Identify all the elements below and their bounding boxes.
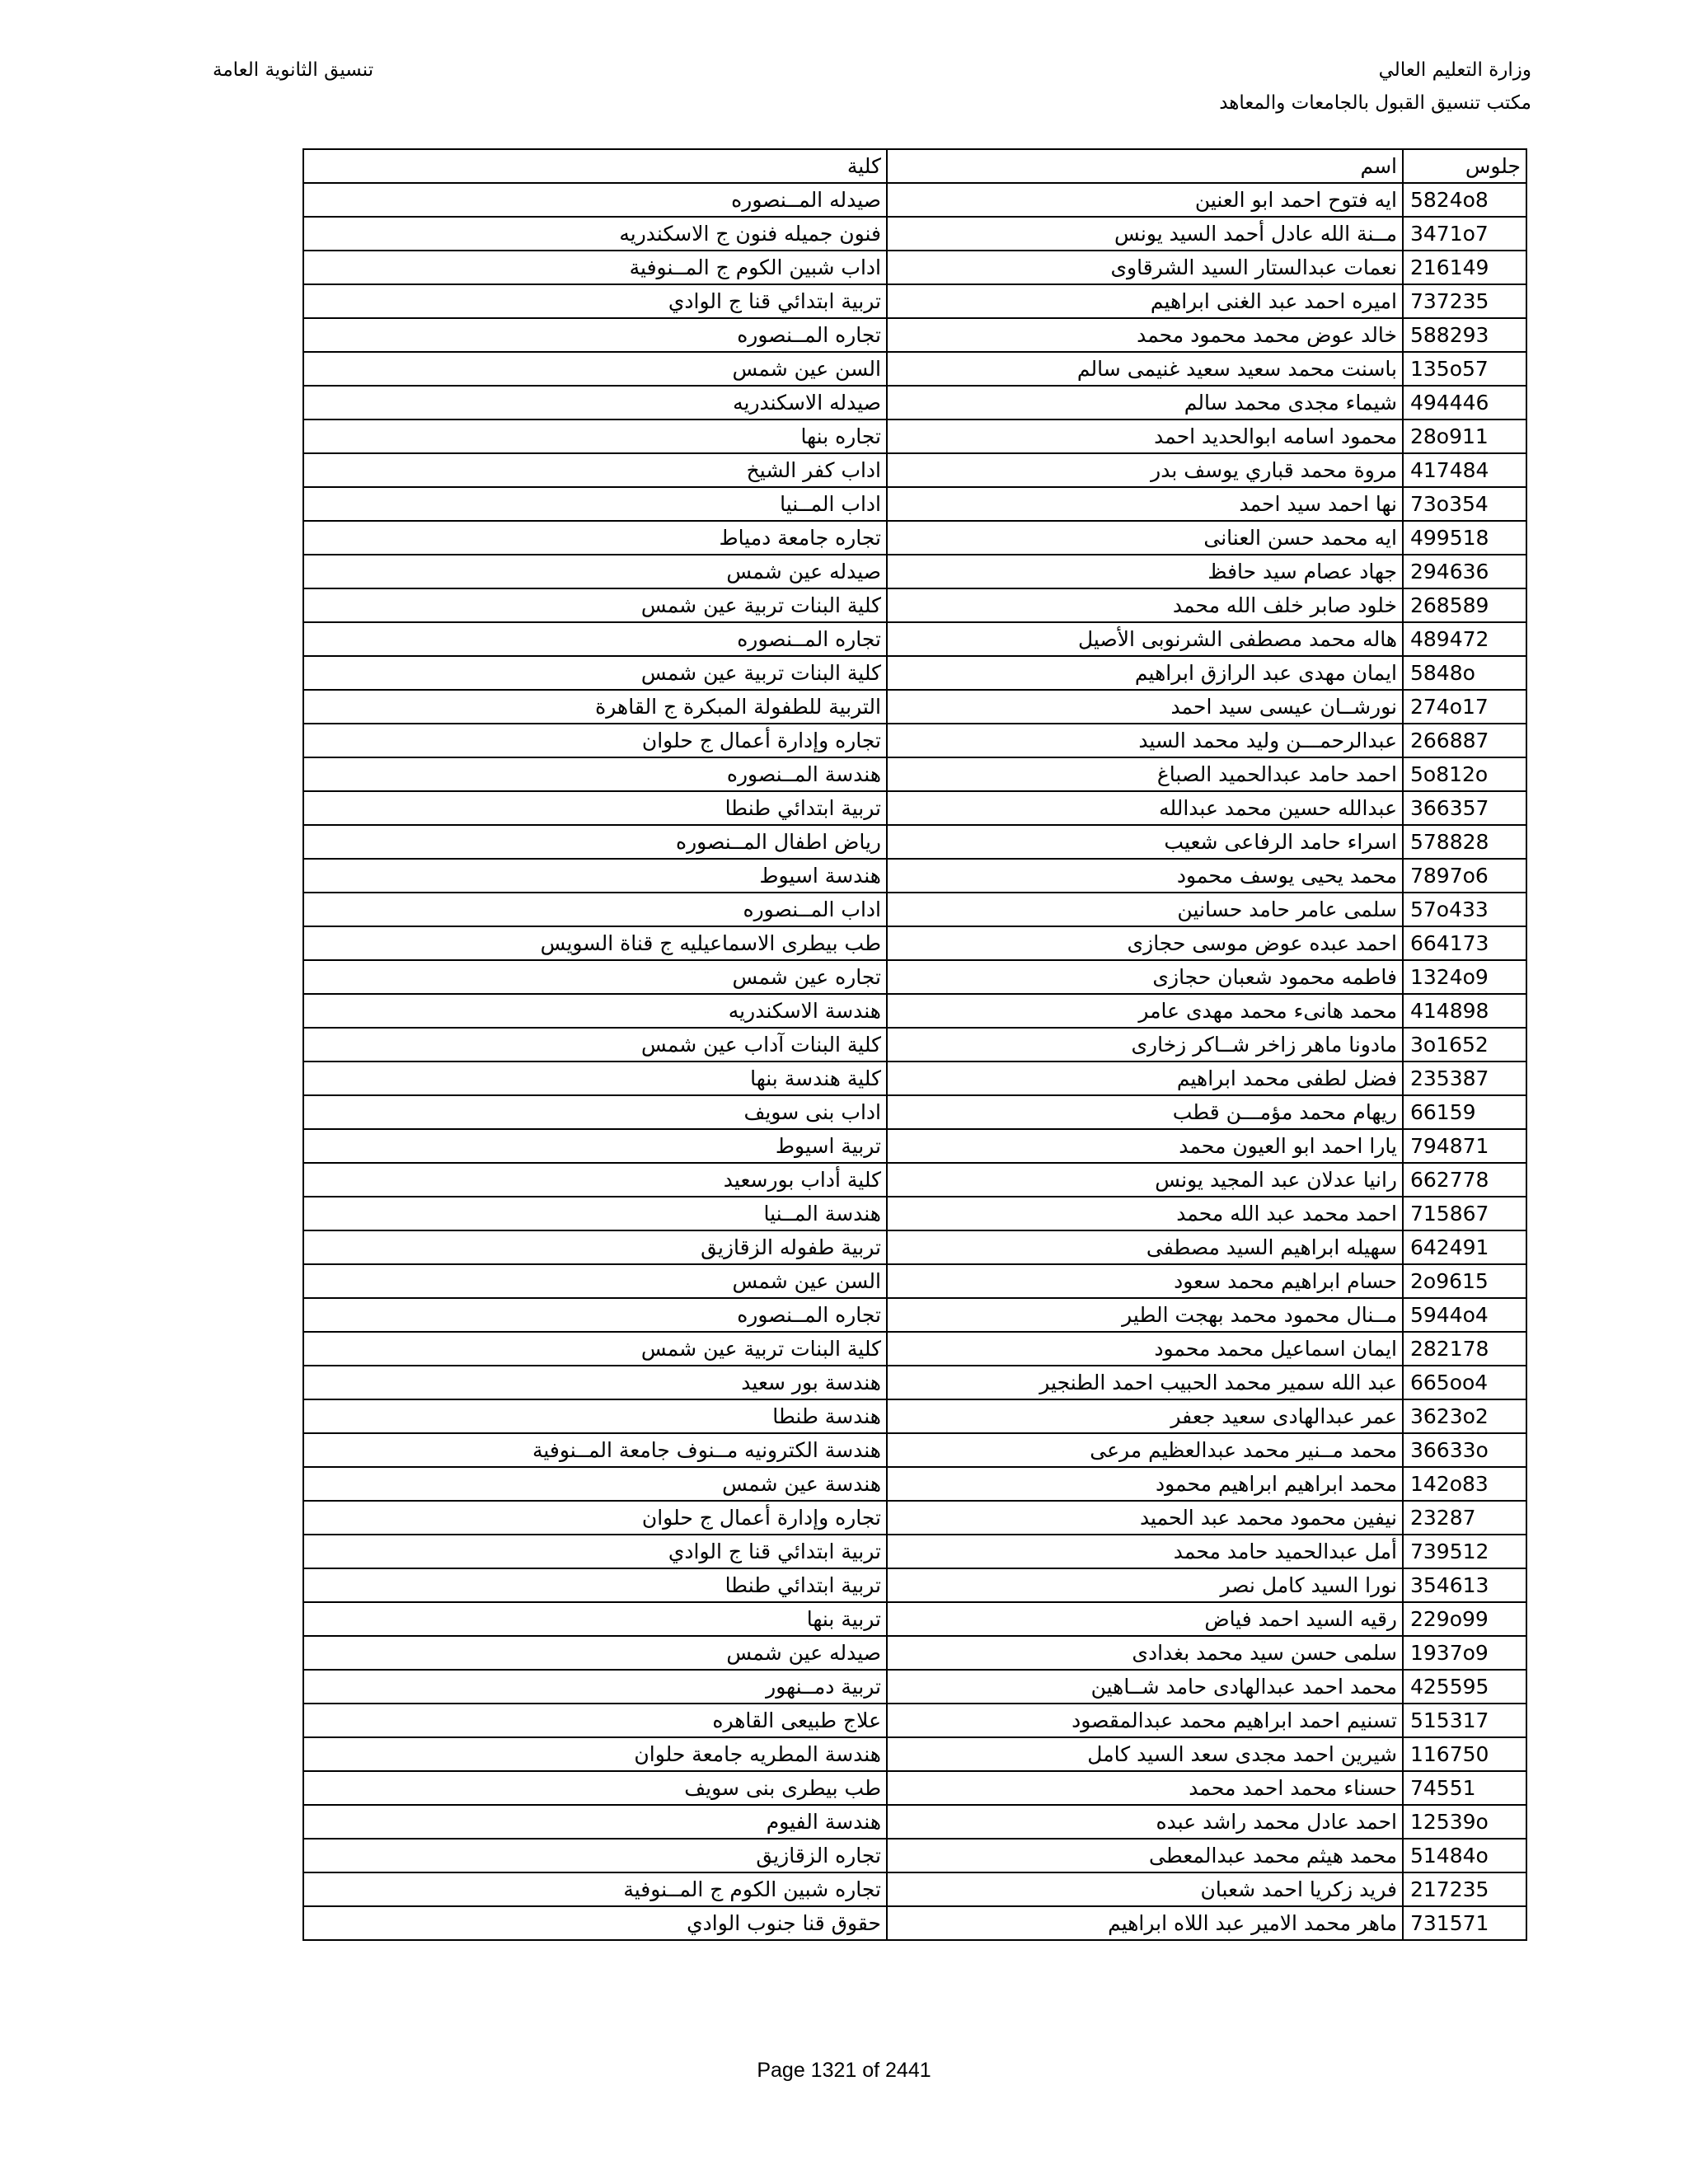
table-row	[303, 487, 1526, 521]
faculty-cell: طب بيطرى بنى سويف	[303, 1771, 887, 1805]
faculty-cell: تجاره وإدارة أعمال ج حلوان	[303, 1501, 887, 1535]
faculty-cell: اداب بنى سويف	[303, 1095, 887, 1129]
name-cell: عبدالرحمـــن وليد محمد السيد	[887, 724, 1403, 757]
table-row	[303, 419, 1526, 453]
seat-cell: 36633o	[1403, 1433, 1526, 1467]
name-cell: نورا السيد كامل نصر	[887, 1568, 1403, 1602]
seat-cell: 5944o4	[1403, 1298, 1526, 1332]
seat-cell: 216149	[1403, 251, 1526, 284]
seat-cell: 737235	[1403, 284, 1526, 318]
coordination-title: تنسيق الثانوية العامة	[213, 59, 374, 81]
faculty-cell: التربية للطفولة المبكرة ج القاهرة	[303, 690, 887, 724]
table-row	[303, 1062, 1526, 1095]
faculty-cell: رياض اطفال المــنصوره	[303, 825, 887, 859]
faculty-cell: كلية أداب بورسعيد	[303, 1163, 887, 1197]
seat-cell: 665oo4	[1403, 1366, 1526, 1399]
name-cell: يارا احمد ابو العيون محمد	[887, 1129, 1403, 1163]
name-cell: هاله محمد مصطفى الشرنوبى الأصيل	[887, 622, 1403, 656]
seat-cell: 499518	[1403, 521, 1526, 555]
faculty-cell: حقوق قنا جنوب الوادي	[303, 1906, 887, 1940]
faculty-cell: تربية ابتدائي طنطا	[303, 1568, 887, 1602]
table-row	[303, 352, 1526, 386]
name-cell: مــنال محمود محمد بهجت الطير	[887, 1298, 1403, 1332]
name-cell: محمد هانىء محمد مهدى عامر	[887, 994, 1403, 1028]
seat-cell: 794871	[1403, 1129, 1526, 1163]
faculty-cell: تربية ابتدائي طنطا	[303, 791, 887, 825]
seat-cell: 354613	[1403, 1568, 1526, 1602]
faculty-cell: تجاره شبين الكوم ج المــنوفية	[303, 1872, 887, 1906]
table-header-row	[303, 149, 1526, 183]
seat-cell: 12539o	[1403, 1805, 1526, 1839]
table-row	[303, 1129, 1526, 1163]
faculty-cell: صيدله عين شمس	[303, 1636, 887, 1670]
seat-cell: 417484	[1403, 453, 1526, 487]
ministry-title: وزارة التعليم العالي	[1378, 59, 1531, 81]
seat-cell: 642491	[1403, 1230, 1526, 1264]
seat-cell: 28o911	[1403, 419, 1526, 453]
table-row	[303, 1602, 1526, 1636]
name-cell: احمد عبده عوض موسى حجازى	[887, 926, 1403, 960]
name-cell: مروة محمد قباري يوسف بدر	[887, 453, 1403, 487]
faculty-cell: هندسة الكترونيه مــنوف جامعة المــنوفية	[303, 1433, 887, 1467]
seat-cell: 5o812o	[1403, 757, 1526, 791]
name-cell: احمد محمد عبد الله محمد	[887, 1197, 1403, 1230]
name-cell: حسناء محمد احمد محمد	[887, 1771, 1403, 1805]
table-row	[303, 1399, 1526, 1433]
name-cell: رقيه السيد احمد فياض	[887, 1602, 1403, 1636]
table-row	[303, 1737, 1526, 1771]
faculty-cell: تربية اسيوط	[303, 1129, 887, 1163]
faculty-cell: تربية ابتدائي قنا ج الوادي	[303, 1535, 887, 1568]
seat-cell: 5848o	[1403, 656, 1526, 690]
seat-cell: 7897o6	[1403, 859, 1526, 893]
faculty-cell: صيدله المــنصوره	[303, 183, 887, 217]
table-row	[303, 1197, 1526, 1230]
name-cell: تسنيم احمد ابراهيم محمد عبدالمقصود	[887, 1704, 1403, 1737]
name-cell: فاطمه محمود شعبان حجازى	[887, 960, 1403, 994]
table-row	[303, 1670, 1526, 1704]
name-cell: سلمى عامر حامد حسانين	[887, 893, 1403, 926]
seat-cell: 662778	[1403, 1163, 1526, 1197]
faculty-cell: صيدله عين شمس	[303, 555, 887, 588]
table-row	[303, 453, 1526, 487]
seat-cell: 116750	[1403, 1737, 1526, 1771]
seat-cell: 66159	[1403, 1095, 1526, 1129]
name-cell: سهيله ابراهيم السيد مصطفى	[887, 1230, 1403, 1264]
name-cell: فضل لطفى محمد ابراهيم	[887, 1062, 1403, 1095]
name-cell: محمد احمد عبدالهادى حامد شــاهين	[887, 1670, 1403, 1704]
name-cell: عبد الله سمير محمد الحبيب احمد الطنجير	[887, 1366, 1403, 1399]
name-cell: نها احمد سيد احمد	[887, 487, 1403, 521]
table-row	[303, 1230, 1526, 1264]
faculty-cell: طب بيطرى الاسماعيليه ج قناة السويس	[303, 926, 887, 960]
faculty-cell: هندسة عين شمس	[303, 1467, 887, 1501]
seat-cell: 425595	[1403, 1670, 1526, 1704]
seat-cell: 739512	[1403, 1535, 1526, 1568]
name-cell: حسام ابراهيم محمد سعود	[887, 1264, 1403, 1298]
table-row	[303, 1298, 1526, 1332]
seat-cell: 715867	[1403, 1197, 1526, 1230]
faculty-cell: تجاره المــنصوره	[303, 622, 887, 656]
table-row	[303, 724, 1526, 757]
name-cell: محمد يحيى يوسف محمود	[887, 859, 1403, 893]
seat-cell: 515317	[1403, 1704, 1526, 1737]
table-row	[303, 318, 1526, 352]
faculty-cell: تربية طفوله الزقازيق	[303, 1230, 887, 1264]
name-cell: محمد مــنير محمد عبدالعظيم مرعى	[887, 1433, 1403, 1467]
table-row	[303, 1872, 1526, 1906]
seat-cell: 1324o9	[1403, 960, 1526, 994]
name-cell: نورشــان عيسى سيد احمد	[887, 690, 1403, 724]
table-row	[303, 183, 1526, 217]
name-cell: خالد عوض محمد محمود محمد	[887, 318, 1403, 352]
name-cell: محمود اسامه ابوالحديد احمد	[887, 419, 1403, 453]
name-cell: أمل عبدالحميد حامد محمد	[887, 1535, 1403, 1568]
seat-cell: 51484o	[1403, 1839, 1526, 1872]
column-header-faculty: كلية	[303, 149, 887, 183]
table-row	[303, 1839, 1526, 1872]
table-row	[303, 1535, 1526, 1568]
office-title: مكتب تنسيق القبول بالجامعات والمعاهد	[1219, 92, 1531, 114]
seat-cell: 3471o7	[1403, 217, 1526, 251]
name-cell: باسنت محمد سعيد سعيد غنيمى سالم	[887, 352, 1403, 386]
column-header-seat: جلوس	[1403, 149, 1526, 183]
faculty-cell: تجاره الزقازيق	[303, 1839, 887, 1872]
seat-cell: 266887	[1403, 724, 1526, 757]
faculty-cell: تجاره بنها	[303, 419, 887, 453]
table-row	[303, 1163, 1526, 1197]
faculty-cell: هندسة طنطا	[303, 1399, 887, 1433]
seat-cell: 57o433	[1403, 893, 1526, 926]
table-row	[303, 1771, 1526, 1805]
seat-cell: 366357	[1403, 791, 1526, 825]
seat-cell: 1937o9	[1403, 1636, 1526, 1670]
faculty-cell: هندسة الفيوم	[303, 1805, 887, 1839]
name-cell: فريد زكريا احمد شعبان	[887, 1872, 1403, 1906]
table-row	[303, 926, 1526, 960]
faculty-cell: كلية هندسة بنها	[303, 1062, 887, 1095]
faculty-cell: تجاره جامعة دمياط	[303, 521, 887, 555]
seat-cell: 588293	[1403, 318, 1526, 352]
table-row	[303, 386, 1526, 419]
faculty-cell: كلية البنات تربية عين شمس	[303, 588, 887, 622]
table-row	[303, 1636, 1526, 1670]
table-row	[303, 1095, 1526, 1129]
table-row	[303, 690, 1526, 724]
name-cell: ايه محمد حسن العنانى	[887, 521, 1403, 555]
faculty-cell: كلية البنات آداب عين شمس	[303, 1028, 887, 1062]
table-row	[303, 217, 1526, 251]
seat-cell: 274o17	[1403, 690, 1526, 724]
table-row	[303, 521, 1526, 555]
faculty-cell: هندسة المطريه جامعة حلوان	[303, 1737, 887, 1771]
name-cell: سلمى حسن سيد محمد بغدادى	[887, 1636, 1403, 1670]
name-cell: اسراء حامد الرفاعى شعيب	[887, 825, 1403, 859]
table-row	[303, 859, 1526, 893]
faculty-cell: هندسة اسيوط	[303, 859, 887, 893]
faculty-cell: اداب المــنيا	[303, 487, 887, 521]
table-row	[303, 555, 1526, 588]
seat-cell: 282178	[1403, 1332, 1526, 1366]
name-cell: احمد حامد عبدالحميد الصباغ	[887, 757, 1403, 791]
seat-cell: 235387	[1403, 1062, 1526, 1095]
seat-cell: 5824o8	[1403, 183, 1526, 217]
table-row	[303, 1805, 1526, 1839]
table-row	[303, 1501, 1526, 1535]
table-row	[303, 284, 1526, 318]
table-row	[303, 1332, 1526, 1366]
seat-cell: 494446	[1403, 386, 1526, 419]
faculty-cell: تجاره المــنصوره	[303, 318, 887, 352]
seat-cell: 73o354	[1403, 487, 1526, 521]
table-row	[303, 622, 1526, 656]
table-row	[303, 1028, 1526, 1062]
table-body	[303, 183, 1526, 1940]
name-cell: مــنة الله عادل أحمد السيد يونس	[887, 217, 1403, 251]
seat-cell: 23287	[1403, 1501, 1526, 1535]
table-row	[303, 1704, 1526, 1737]
page-number: Page 1321 of 2441	[757, 2059, 931, 2082]
name-cell: نعمات عبدالستار السيد الشرقاوى	[887, 251, 1403, 284]
seat-cell: 229o99	[1403, 1602, 1526, 1636]
faculty-cell: هندسة المــنصوره	[303, 757, 887, 791]
name-cell: ماهر محمد الامير عبد اللاه ابراهيم	[887, 1906, 1403, 1940]
seat-cell: 74551	[1403, 1771, 1526, 1805]
table-row	[303, 1264, 1526, 1298]
table-row	[303, 1906, 1526, 1940]
name-cell: ايه فتوح احمد ابو العنين	[887, 183, 1403, 217]
results-table	[302, 148, 1527, 1941]
faculty-cell: تربية ابتدائي قنا ج الوادي	[303, 284, 887, 318]
faculty-cell: علاج طبيعى القاهره	[303, 1704, 887, 1737]
seat-cell: 135o57	[1403, 352, 1526, 386]
seat-cell: 3623o2	[1403, 1399, 1526, 1433]
faculty-cell: اداب المــنصوره	[303, 893, 887, 926]
table-row	[303, 588, 1526, 622]
faculty-cell: كلية البنات تربية عين شمس	[303, 656, 887, 690]
table-row	[303, 960, 1526, 994]
faculty-cell: صيدله الاسكندريه	[303, 386, 887, 419]
faculty-cell: السن عين شمس	[303, 352, 887, 386]
name-cell: شيرين احمد مجدى سعد السيد كامل	[887, 1737, 1403, 1771]
faculty-cell: هندسة المــنيا	[303, 1197, 887, 1230]
faculty-cell: تجاره عين شمس	[303, 960, 887, 994]
seat-cell: 489472	[1403, 622, 1526, 656]
table-row	[303, 1433, 1526, 1467]
name-cell: ايمان اسماعيل محمد محمود	[887, 1332, 1403, 1366]
table-row	[303, 1467, 1526, 1501]
name-cell: اميره احمد عبد الغنى ابراهيم	[887, 284, 1403, 318]
faculty-cell: اداب كفر الشيخ	[303, 453, 887, 487]
seat-cell: 664173	[1403, 926, 1526, 960]
faculty-cell: تربية بنها	[303, 1602, 887, 1636]
name-cell: احمد عادل محمد راشد عبده	[887, 1805, 1403, 1839]
table-row	[303, 251, 1526, 284]
table-row	[303, 893, 1526, 926]
faculty-cell: تجاره وإدارة أعمال ج حلوان	[303, 724, 887, 757]
name-cell: ريهام محمد مؤمـــن قطب	[887, 1095, 1403, 1129]
seat-cell: 3o1652	[1403, 1028, 1526, 1062]
faculty-cell: تربية دمــنهور	[303, 1670, 887, 1704]
table-row	[303, 757, 1526, 791]
name-cell: محمد هيثم محمد عبدالمعطى	[887, 1839, 1403, 1872]
name-cell: شيماء مجدى محمد سالم	[887, 386, 1403, 419]
faculty-cell: كلية البنات تربية عين شمس	[303, 1332, 887, 1366]
name-cell: محمد ابراهيم ابراهيم محمود	[887, 1467, 1403, 1501]
faculty-cell: هندسة بور سعيد	[303, 1366, 887, 1399]
column-header-name: اسم	[887, 149, 1403, 183]
table-row	[303, 825, 1526, 859]
seat-cell: 217235	[1403, 1872, 1526, 1906]
seat-cell: 414898	[1403, 994, 1526, 1028]
faculty-cell: فنون جميله فنون ج الاسكندريه	[303, 217, 887, 251]
faculty-cell: اداب شبين الكوم ج المــنوفية	[303, 251, 887, 284]
table-row	[303, 791, 1526, 825]
name-cell: رانيا عدلان عبد المجيد يونس	[887, 1163, 1403, 1197]
seat-cell: 578828	[1403, 825, 1526, 859]
table-row	[303, 994, 1526, 1028]
name-cell: ايمان مهدى عبد الرازق ابراهيم	[887, 656, 1403, 690]
faculty-cell: تجاره المــنصوره	[303, 1298, 887, 1332]
seat-cell: 2o9615	[1403, 1264, 1526, 1298]
seat-cell: 294636	[1403, 555, 1526, 588]
table-row	[303, 1568, 1526, 1602]
name-cell: عمر عبدالهادى سعيد جعفر	[887, 1399, 1403, 1433]
faculty-cell: السن عين شمس	[303, 1264, 887, 1298]
name-cell: نيفين محمود محمد عبد الحميد	[887, 1501, 1403, 1535]
table-row	[303, 1366, 1526, 1399]
name-cell: خلود صابر خلف الله محمد	[887, 588, 1403, 622]
name-cell: عبدالله حسين محمد عبدالله	[887, 791, 1403, 825]
table-row	[303, 656, 1526, 690]
seat-cell: 268589	[1403, 588, 1526, 622]
seat-cell: 142o83	[1403, 1467, 1526, 1501]
faculty-cell: هندسة الاسكندريه	[303, 994, 887, 1028]
seat-cell: 731571	[1403, 1906, 1526, 1940]
name-cell: جهاد عصام سيد حافظ	[887, 555, 1403, 588]
name-cell: مادونا ماهر زاخر شــاكر زخارى	[887, 1028, 1403, 1062]
